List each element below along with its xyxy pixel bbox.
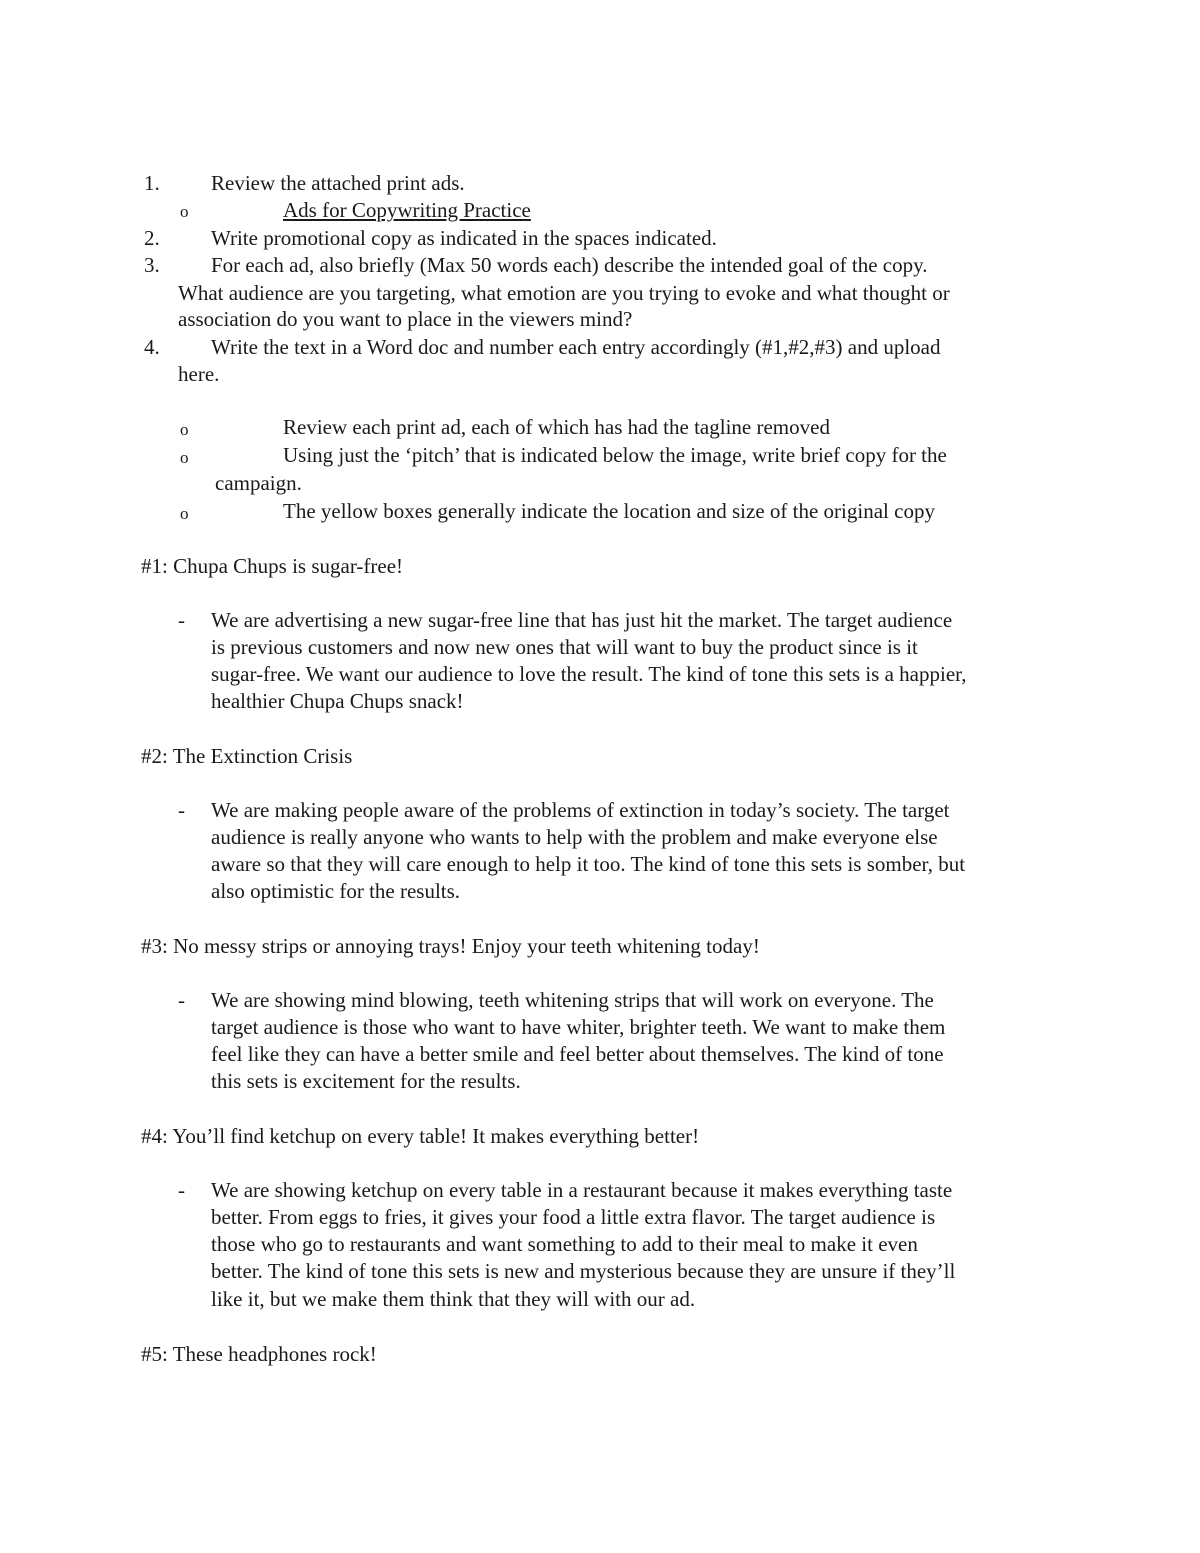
entry-body-line: target audience is those who want to have whiter, brighter teeth. We want to make them [211,1015,946,1039]
entry-heading: #1: Chupa Chups is sugar-free! [141,554,404,578]
instruction-text: here. [178,362,220,386]
instruction-text: association do you want to place in the viewers mind? [178,307,633,331]
entry-body-line: better. From eggs to fries, it gives your food a little extra flavor. The target audience is [211,1205,936,1229]
list-marker: 1. [144,171,160,195]
sub-item-text: Review each print ad, each of which has had the tagline removed [283,415,830,439]
entry-body-line: We are advertising a new sugar-free line that has just hit the market. The target audience [211,608,953,632]
instruction-text: Write the text in a Word doc and number each entry accordingly (#1,#2,#3) and upload [211,335,941,359]
entry-body-line: is previous customers and now new ones that will want to buy the product since is it [211,635,918,659]
entry-body-line: sugar-free. We want our audience to love the result. The kind of tone this sets is a happier, [211,662,967,686]
ads-link[interactable]: Ads for Copywriting Practice [283,198,531,222]
instruction-text: For each ad, also briefly (Max 50 words each) describe the intended goal of the copy. [211,253,928,277]
entry-body-line: We are making people aware of the problems of extinction in today’s society. The target [211,798,950,822]
list-marker: 2. [144,226,160,250]
entry-heading: #5: These headphones rock! [141,1342,377,1366]
entry-body-line: those who go to restaurants and want something to add to their meal to make it even [211,1232,918,1256]
entry-body-line: aware so that they will care enough to help it too. The kind of tone this sets is somber, but [211,852,966,876]
sub-item-text: Using just the ‘pitch’ that is indicated below the image, write brief copy for the [283,443,947,467]
entry-body-line: healthier Chupa Chups snack! [211,689,464,713]
instruction-text: Write promotional copy as indicated in the spaces indicated. [211,226,717,250]
entry-heading: #2: The Extinction Crisis [141,744,353,768]
entry-body-line: better. The kind of tone this sets is new and mysterious because they are unsure if they’ll [211,1259,956,1283]
entry-body-line: like it, but we make them think that they will with our ad. [211,1287,696,1311]
bullet-marker: o [180,448,189,467]
entry-body-line: feel like they can have a better smile and feel better about themselves. The kind of tone [211,1042,944,1066]
entry-heading: #3: No messy strips or annoying trays! Enjoy your teeth whitening today! [141,934,760,958]
instruction-text: Review the attached print ads. [211,171,465,195]
entry-heading: #4: You’ll find ketchup on every table! It makes everything better! [141,1124,700,1148]
dash-marker: - [178,1178,185,1202]
entry-body-line: this sets is excitement for the results. [211,1069,521,1093]
sub-item-text: The yellow boxes generally indicate the location and size of the original copy [283,499,935,523]
entry-body-line: audience is really anyone who wants to help with the problem and make everyone else [211,825,938,849]
instruction-text: What audience are you targeting, what emotion are you trying to evoke and what thought or [178,281,950,305]
list-marker: 3. [144,253,160,277]
entry-body-line: We are showing mind blowing, teeth whitening strips that will work on everyone. The [211,988,934,1012]
list-marker: 4. [144,335,160,359]
entry-body-line: also optimistic for the results. [211,879,461,903]
bullet-marker: o [180,504,189,523]
sub-item-text: campaign. [215,471,302,495]
dash-marker: - [178,608,185,632]
dash-marker: - [178,798,185,822]
dash-marker: - [178,988,185,1012]
entry-body-line: We are showing ketchup on every table in a restaurant because it makes everything taste [211,1178,953,1202]
bullet-marker: o [180,202,189,221]
bullet-marker: o [180,420,189,439]
